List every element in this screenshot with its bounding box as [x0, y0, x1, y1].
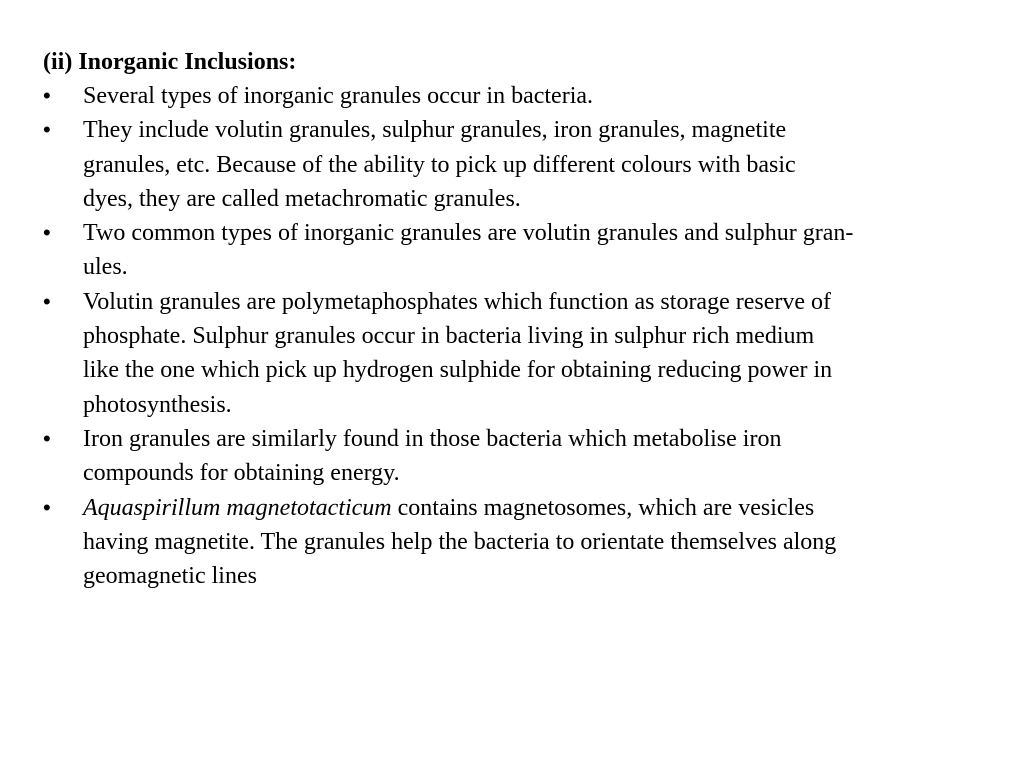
bullet-item	[43, 491, 1003, 594]
bullet-text	[83, 285, 1003, 422]
slide-content	[43, 45, 1003, 593]
bullet-text	[83, 216, 1003, 285]
bullet-item	[43, 113, 1003, 216]
bullet-icon: •	[43, 220, 51, 246]
bullet-body: Iron granules are similarly found in those bacteria which metabolise iron compounds for obtaining energy.	[83, 425, 782, 487]
bullet-item	[43, 79, 1003, 113]
bullet-icon: •	[43, 425, 51, 451]
bullet-text	[83, 422, 1003, 491]
bullet-icon: •	[43, 83, 51, 108]
bullet-item	[43, 285, 1003, 422]
bullet-text	[83, 491, 1003, 594]
bullet-body: Two common types of inorganic granules are volutin granules and sulphur gran- ules.	[83, 220, 854, 281]
bullet-icon: •	[43, 494, 51, 520]
bullet-body: Volutin granules are polymetaphosphates which function as storage reserve of phosphate. Sulphur granules occur in bacteria living in sulphur rich medium like the one which pick up hydrogen sulphide for obtaining reducing power in photosynthesis.	[83, 288, 833, 418]
bullet-list	[43, 79, 1003, 593]
bullet-item	[43, 216, 1003, 285]
bullet-text	[83, 79, 1003, 113]
bullet-icon: •	[43, 288, 51, 314]
bullet-icon: •	[43, 117, 51, 143]
bullet-lead: Aquaspirillum magnetotacticum	[83, 494, 392, 521]
bullet-item	[43, 422, 1003, 491]
bullet-body: They include volutin granules, sulphur granules, iron granules, magnetite granules, etc. Because of the ability to pick up different colours with basic dyes, they are called metachromatic granules.	[83, 117, 796, 212]
bullet-text	[83, 113, 1003, 216]
bullet-body: Several types of inorganic granules occur in bacteria.	[83, 83, 594, 109]
bullet-body: contains magnetosomes, which are vesicles having magnetite. The granules help the bacteria to orientate themselves along geomagnetic lines	[83, 494, 837, 590]
section-heading: (ii) Inorganic Inclusions:	[43, 49, 297, 75]
